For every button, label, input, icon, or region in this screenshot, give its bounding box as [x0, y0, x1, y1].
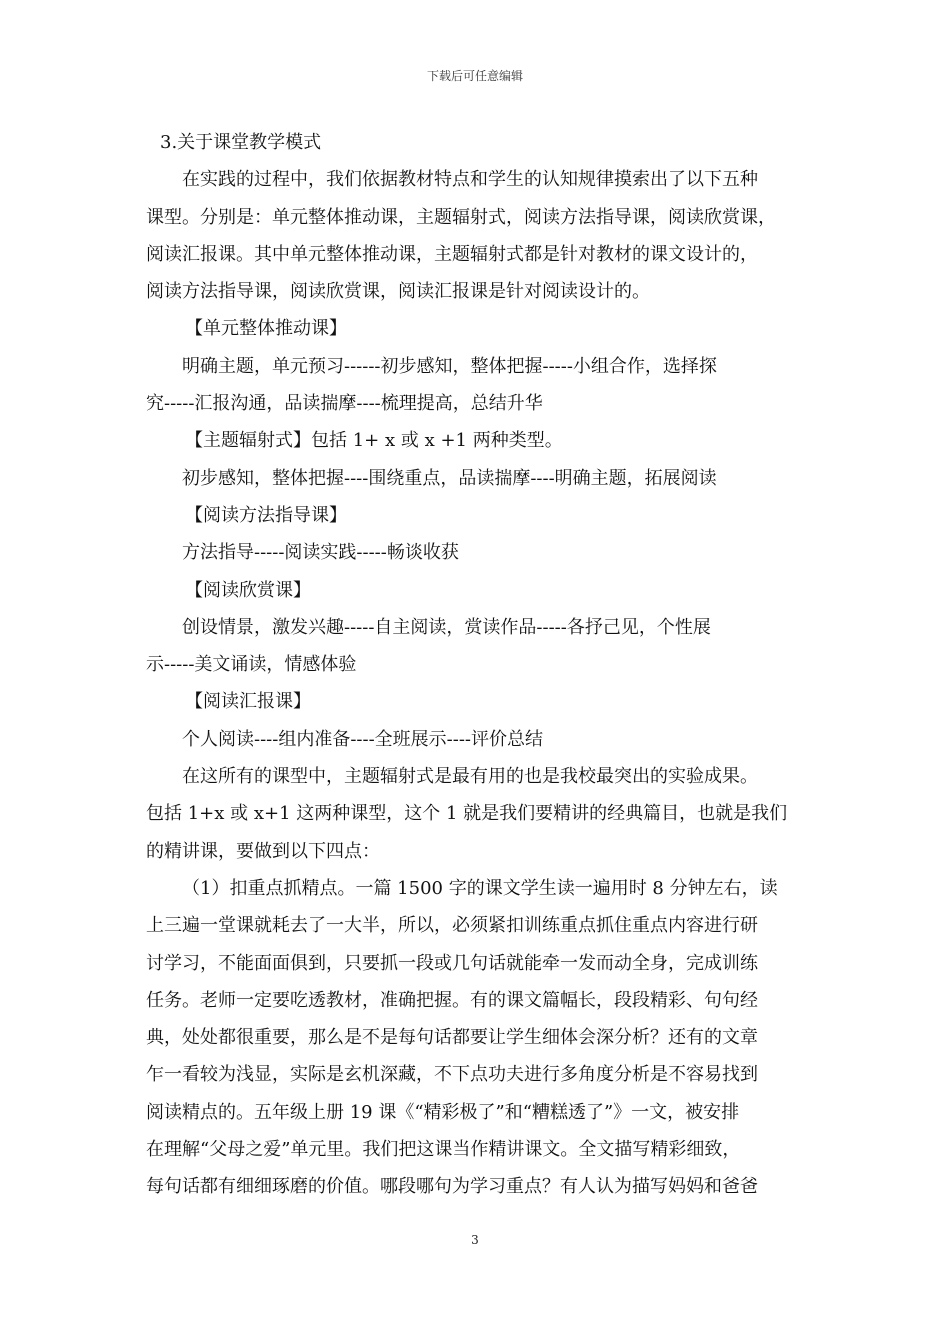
paragraph-line: 示-----美文诵读，情感体验 [146, 654, 357, 676]
paragraph-line: 讨学习，不能面面俱到，只要抓一段或几句话就能牵一发而动全身，完成训练 [146, 952, 758, 974]
paragraph-line: 每句话都有细细琢磨的价值。哪段哪句为学习重点？有人认为描写妈妈和爸爸 [146, 1176, 758, 1198]
paragraph-line: 课型。分别是：单元整体推动课，主题辐射式，阅读方法指导课，阅读欣赏课， [146, 206, 776, 228]
paragraph-line: 在这所有的课型中，主题辐射式是最有用的也是我校最突出的实验成果。 [182, 766, 758, 788]
paragraph-line: 包括 1+x 或 x+1 这两种课型，这个 1 就是我们要精讲的经典篇目，也就是我们 [146, 803, 788, 825]
subheading: 【主题辐射式】包括 1+ x 或 x +1 两种类型。 [185, 430, 563, 452]
page-header: 下载后可任意编辑 [426, 69, 523, 83]
paragraph-line: 创设情景，激发兴趣-----自主阅读，赏读作品-----各抒己见，个性展 [182, 616, 711, 638]
paragraph-line: 明确主题，单元预习------初步感知，整体把握-----小组合作，选择探 [182, 355, 717, 377]
paragraph-line: 阅读方法指导课，阅读欣赏课，阅读汇报课是针对阅读设计的。 [146, 281, 650, 303]
subheading: 【阅读汇报课】 [185, 691, 311, 713]
page-number: 3 [471, 1233, 479, 1247]
paragraph-line: 方法指导-----阅读实践-----畅谈收获 [182, 542, 459, 564]
subheading: 【单元整体推动课】 [185, 318, 347, 340]
subheading: 【阅读方法指导课】 [185, 504, 347, 526]
paragraph-line: 阅读汇报课。其中单元整体推动课，主题辐射式都是针对教材的课文设计的， [146, 243, 758, 265]
paragraph-line: 上三遍一堂课就耗去了一大半，所以，必须紧扣训练重点抓住重点内容进行研 [146, 915, 758, 937]
paragraph-line: 个人阅读----组内准备----全班展示----评价总结 [182, 728, 543, 750]
section-heading: 3.关于课堂教学模式 [160, 132, 322, 153]
paragraph-line: 初步感知，整体把握----围绕重点，品读揣摩----明确主题，拓展阅读 [182, 467, 717, 489]
paragraph-line: 究-----汇报沟通，品读揣摩----梳理提高，总结升华 [146, 393, 543, 415]
paragraph-line: （1）扣重点抓精点。一篇 1500 字的课文学生读一遍用时 8 分钟左右，读 [182, 877, 778, 899]
paragraph-line: 任务。老师一定要吃透教材，准确把握。有的课文篇幅长，段段精彩、句句经 [146, 989, 758, 1011]
paragraph-line: 的精讲课，要做到以下四点： [146, 840, 380, 862]
subheading: 【阅读欣赏课】 [185, 579, 311, 601]
document-body [146, 124, 808, 1206]
paragraph-line: 典，处处都很重要，那么是不是每句话都要让学生细体会深分析？还有的文章 [146, 1027, 758, 1049]
paragraph-line: 阅读精点的。五年级上册 19 课《“精彩极了”和“糟糕透了”》一文，被安排 [146, 1101, 740, 1123]
paragraph-line: 在理解“父母之爱”单元里。我们把这课当作精讲课文。全文描写精彩细致， [146, 1139, 741, 1161]
paragraph-line: 在实践的过程中，我们依据教材特点和学生的认知规律摸索出了以下五种 [182, 169, 758, 191]
paragraph-line: 乍一看较为浅显，实际是玄机深藏，不下点功夫进行多角度分析是不容易找到 [146, 1064, 758, 1086]
